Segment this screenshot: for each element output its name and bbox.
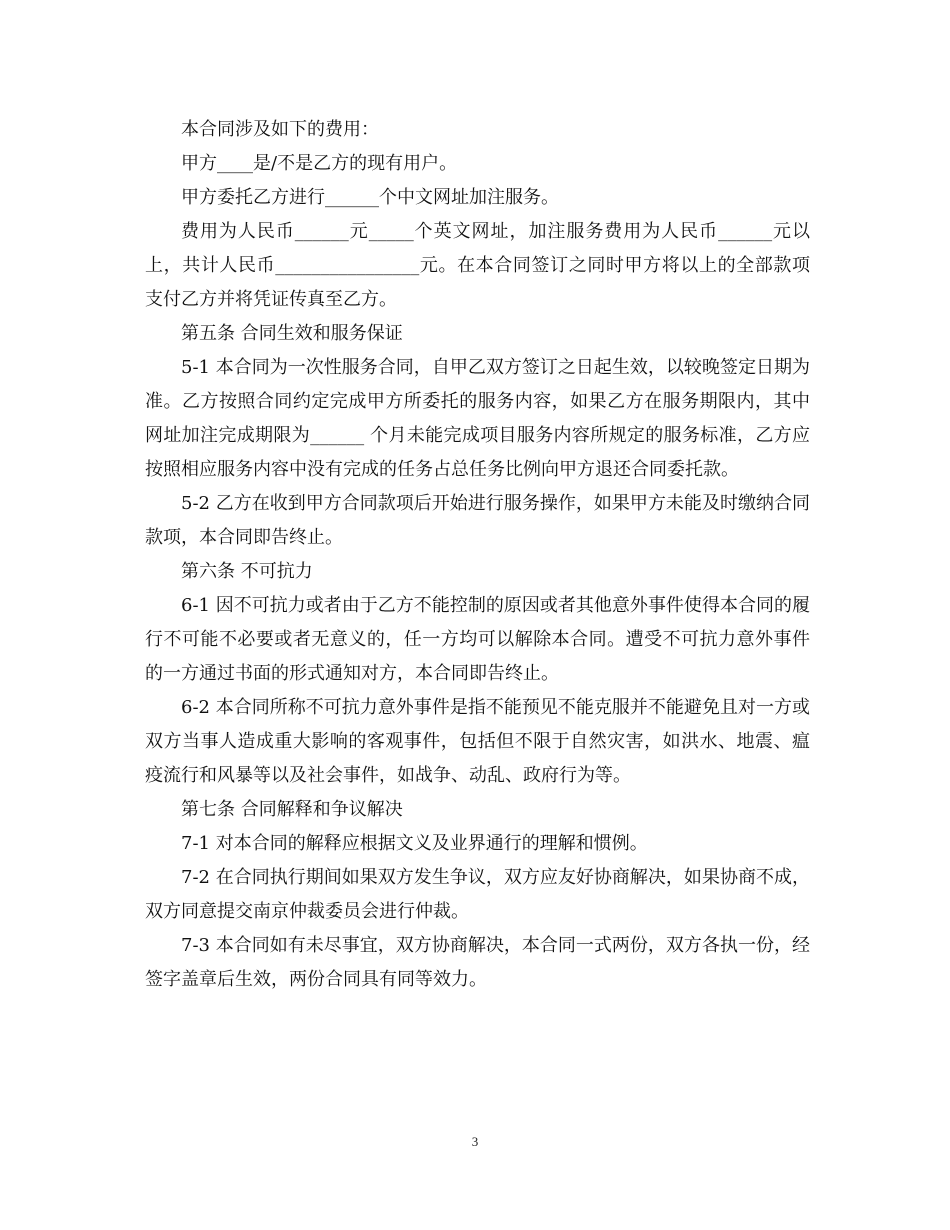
document-body xyxy=(145,113,810,997)
article-7-heading: 第七条 合同解释和争议解决 xyxy=(181,799,403,820)
user-status-line: 甲方____是/不是乙方的现有用户。 xyxy=(181,153,458,174)
article-6-heading: 第六条 不可抗力 xyxy=(181,561,313,582)
clause-7-2: 7-2 在合同执行期间如果双方发生争议，双方应友好协商解决，如果协商不成，双方同意提交南京仲裁委员会进行仲裁。 xyxy=(145,867,810,922)
chinese-url-service-line: 甲方委托乙方进行______个中文网址加注服务。 xyxy=(181,187,559,208)
clause-5-2: 5-2 乙方在收到甲方合同款项后开始进行服务操作，如果甲方未能及时缴纳合同款项，本合同即告终止。 xyxy=(145,493,810,548)
fee-details: 费用为人民币______元_____个英文网址，加注服务费用为人民币______元以上，共计人民币________________元。在本合同签订之同时甲方将以上的全部款项支付乙方并将凭证传真至乙方。 xyxy=(145,221,810,310)
clause-6-1: 6-1 因不可抗力或者由于乙方不能控制的原因或者其他意外事件使得本合同的履行不可能不必要或者无意义的，任一方均可以解除本合同。遭受不可抗力意外事件的一方通过书面的形式通知对方，本合同即告终止。 xyxy=(145,595,810,684)
clause-7-1: 7-1 对本合同的解释应根据文义及业界通行的理解和惯例。 xyxy=(181,833,648,854)
article-5-heading: 第五条 合同生效和服务保证 xyxy=(181,323,403,344)
page-number: 3 xyxy=(471,1134,479,1149)
fee-intro: 本合同涉及如下的费用： xyxy=(181,119,379,140)
clause-6-2: 6-2 本合同所称不可抗力意外事件是指不能预见不能克服并不能避免且对一方或双方当事人造成重大影响的客观事件，包括但不限于自然灾害，如洪水、地震、瘟疫流行和风暴等以及社会事件，如战争、动乱、政府行为等。 xyxy=(145,697,810,786)
clause-7-3: 7-3 本合同如有未尽事宜，双方协商解决，本合同一式两份，双方各执一份，经签字盖章后生效，两份合同具有同等效力。 xyxy=(145,935,810,990)
clause-5-1: 5-1 本合同为一次性服务合同，自甲乙双方签订之日起生效，以较晚签定日期为准。乙方按照合同约定完成甲方所委托的服务内容，如果乙方在服务期限内，其中网址加注完成期限为______ 个月未能完成项目服务内容所规定的服务标准，乙方应按照相应服务内容中没有完成的任务占总任务比例向甲方退还合同委托款。 xyxy=(145,357,810,480)
